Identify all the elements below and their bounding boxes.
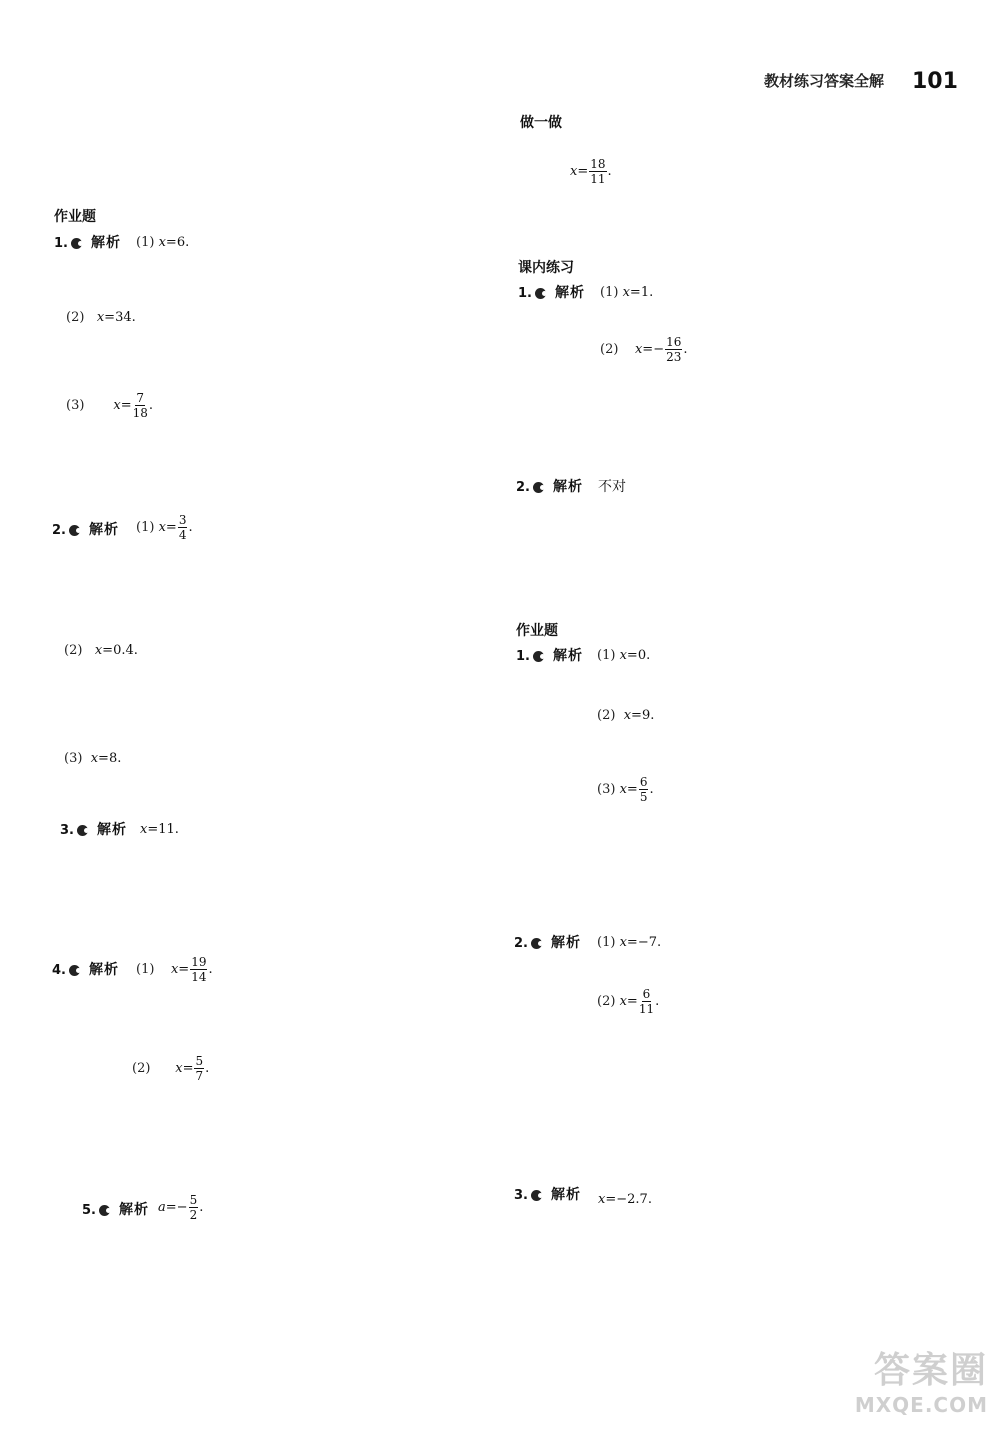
- left-q3-answer: x = 11.: [140, 822, 179, 837]
- left-section-title: 作业题: [54, 209, 96, 225]
- right-pq1-p1: (1) x = 1.: [600, 285, 654, 300]
- right-hq1-label: 1. 解析: [516, 648, 583, 664]
- left-q3-label: 3. 解析: [60, 822, 127, 838]
- left-q2-p3: (3) x = 8.: [64, 751, 122, 766]
- left-q4-p1: (1) x = $\frac{19}{14}$ .: [136, 955, 213, 984]
- fraction: $\frac{5}{7}$: [195, 1054, 204, 1083]
- analysis-badge-icon: [99, 1205, 110, 1216]
- fraction: $\frac{7}{18}$: [132, 391, 148, 420]
- analysis-badge-icon: [77, 825, 88, 836]
- right-pq2-label: 2. 解析: [516, 479, 583, 495]
- analysis-badge-icon: [69, 965, 80, 976]
- left-q1-label: [54, 236, 121, 250]
- right-pq1-p2: (2) x =− $\frac{16}{23}$ .: [600, 335, 688, 364]
- left-q1-p2: (2) x = 34.: [66, 310, 136, 325]
- fraction: $\frac{5}{2}$: [189, 1193, 198, 1222]
- question-number: 1.: [54, 235, 68, 251]
- right-try-title: 做一做: [520, 115, 562, 131]
- right-try-answer: x = $\frac{18}{11}$ .: [570, 157, 612, 186]
- right-hw-title: 作业题: [516, 623, 558, 639]
- right-hq2-p1: (1) x = −7.: [597, 935, 662, 950]
- analysis-badge-icon: [69, 525, 80, 536]
- fraction: $\frac{16}{23}$: [666, 335, 682, 364]
- right-hq3-answer: x = −2.7.: [598, 1192, 652, 1207]
- watermark-cn: 答案圈: [873, 1350, 988, 1391]
- right-pq2-answer: 不对: [598, 479, 626, 495]
- left-q2-label: 2. 解析: [52, 522, 119, 538]
- header-title: 教材练习答案全解: [764, 72, 885, 90]
- left-q4-p2: (2) x = $\frac{5}{7}$ .: [132, 1054, 210, 1083]
- left-q2-p1: (1) x = $\frac{3}{4}$ .: [136, 513, 193, 542]
- fraction: $\frac{18}{11}$: [590, 157, 606, 186]
- analysis-badge-icon: [533, 482, 544, 493]
- right-hq1-p3: (3) x = $\frac{6}{5}$ .: [597, 775, 654, 804]
- left-q5-label: 5. 解析: [82, 1202, 149, 1218]
- watermark-en: MXQE.COM: [854, 1393, 988, 1417]
- analysis-badge-icon: [533, 651, 544, 662]
- fraction: $\frac{6}{5}$: [639, 775, 648, 804]
- watermark-logo: [855, 1342, 988, 1417]
- left-q1-p3: (3) x = $\frac{7}{18}$ .: [66, 391, 154, 420]
- analysis-badge-icon: [531, 1190, 542, 1201]
- left-q2-p2: (2) x = 0.4.: [64, 643, 138, 658]
- page-number: 101: [912, 69, 958, 94]
- right-practice-title: 课内练习: [518, 260, 574, 276]
- left-q4-label: 4. 解析: [52, 962, 119, 978]
- right-hq2-p2: (2) x = $\frac{6}{11}$ .: [597, 987, 660, 1016]
- right-hq3-label: 3. 解析: [514, 1187, 581, 1203]
- left-q5-answer: a =− $\frac{5}{2}$ .: [158, 1193, 204, 1222]
- analysis-badge-icon: [535, 288, 546, 299]
- analysis-word: 解析: [90, 235, 121, 251]
- right-hq2-label: 2. 解析: [514, 935, 581, 951]
- analysis-badge-icon: [71, 238, 82, 249]
- left-q1-p1: (1) x = 6.: [136, 235, 190, 250]
- right-hq1-p1: (1) x = 0.: [597, 648, 651, 663]
- fraction: $\frac{3}{4}$: [178, 513, 187, 542]
- analysis-badge-icon: [531, 938, 542, 949]
- right-pq1-label: 1. 解析: [518, 285, 585, 301]
- fraction: $\frac{6}{11}$: [638, 987, 655, 1016]
- fraction: $\frac{19}{14}$: [191, 955, 207, 984]
- right-hq1-p2: (2) x = 9.: [597, 708, 655, 723]
